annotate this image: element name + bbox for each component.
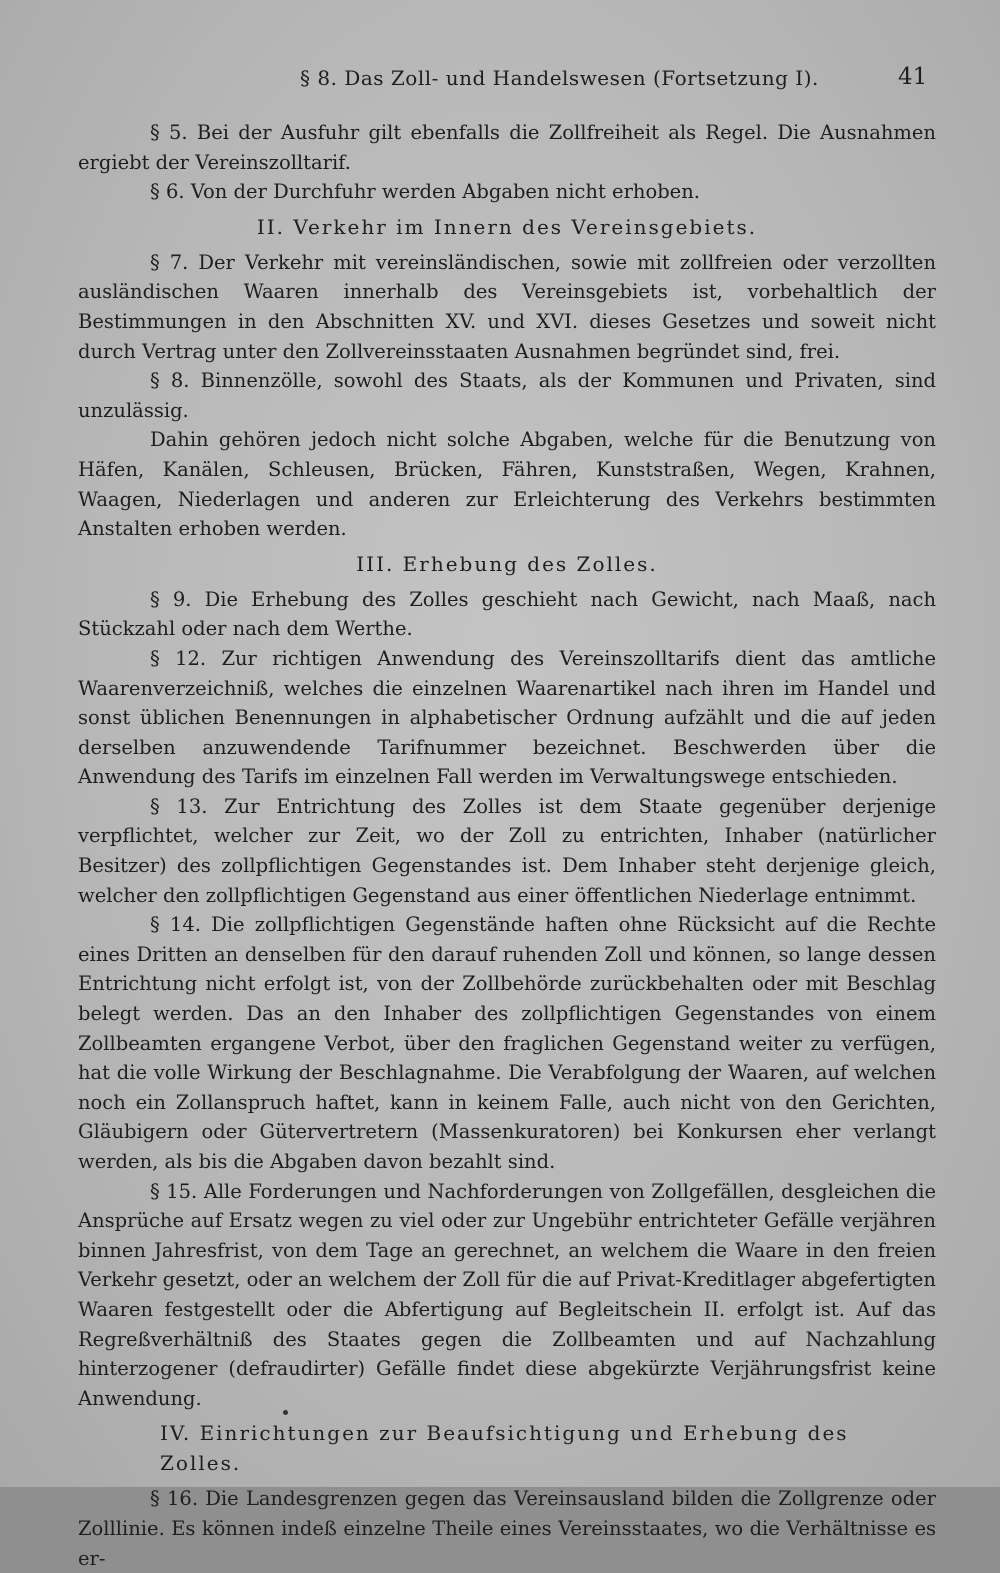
section-heading-2: II. Verkehr im Innern des Vereinsgebiets. (256, 214, 758, 239)
paragraph-5: § 5. Bei der Ausfuhr gilt ebenfalls die Zollfreiheit als Regel. Die Ausnahmen ergiebt der Vereinszolltarif. (78, 121, 936, 174)
paragraph-6: § 6. Von der Durchfuhr werden Abgaben nicht erhoben. (150, 180, 700, 204)
paragraph-7: § 7. Der Verkehr mit vereinsländischen, sowie mit zollfreien oder verzollten ausländischen Waaren innerhalb des Vereinsgebiets ist, vorbehaltlich der Bestimmungen in den Abschnitten XV. und XVI. dieses Gesetzes und soweit nicht durch Vertrag unter den Zollvereinsstaaten Ausnahmen begründet sind, frei. (78, 250, 936, 363)
page-number: 41 (898, 64, 928, 90)
section-heading-3: III. Erhebung des Zolles. (356, 551, 658, 576)
body-text (78, 118, 936, 1573)
paragraph-13: § 13. Zur Entrichtung des Zolles ist dem Staate gegenüber derjenige verpflichtet, welcher zur Zeit, wo der Zoll zu entrichten, Inhaber (natürlicher Besitzer) des zollpflichtigen Gegenstandes ist. Dem Inhaber steht derjenige gleich, welcher den zollpflichtigen Gegenstand aus einer öffentlichen Niederlage entnimmt. (78, 794, 936, 907)
paragraph-15: § 15. Alle Forderungen und Nachforderungen von Zollgefällen, desgleichen die Ansprüche auf Ersatz wegen zu viel oder zur Ungebühr entrichteter Gefälle verjähren binnen Jahresfrist, von dem Tage an gerechnet, an welchem die Waare in den freien Verkehr gesetzt, oder an welchem der Zoll für die auf Privat-Kreditlager abgefertigten Waaren festgestellt oder die Abfertigung auf Begleitschein II. erfolgt ist. Auf das Regreßverhältniß des Staates gegen die Zollbeamten und auf Nachzahlung hinterzogener (defraudirter) Gefälle findet diese abgekürzte Verjährungsfrist keine Anwendung. (78, 1179, 936, 1410)
running-title: § 8. Das Zoll- und Handelswesen (Fortsetzung I). (300, 66, 819, 90)
paragraph-8-continued: Dahin gehören jedoch nicht solche Abgaben, welche für die Benutzung von Häfen, Kanälen, Schleusen, Brücken, Fähren, Kunststraßen, Wegen, Krahnen, Waagen, Niederlagen und anderen zur Erleichterung des Verkehrs bestimmten Anstalten erhoben werden. (78, 428, 936, 541)
paragraph-12: § 12. Zur richtigen Anwendung des Vereinszolltarifs dient das amtliche Waarenverzeichniß, welches die einzelnen Waarenartikel nach ihren im Handel und sonst üblichen Benennungen in alphabetischer Ordnung aufzählt und die auf jeden derselben anzuwendende Tarifnummer bezeichnet. Beschwerden über die Anwendung des Tarifs im einzelnen Fall werden im Verwaltungswege entschieden. (78, 646, 936, 789)
section-heading-4: IV. Einrichtungen zur Beaufsichtigung und Erhebung des Zolles. (160, 1421, 849, 1476)
paragraph-9: § 9. Die Erhebung des Zolles geschieht nach Gewicht, nach Maaß, nach Stückzahl oder nach dem Werthe. (78, 587, 936, 641)
paragraph-14: § 14. Die zollpflichtigen Gegenstände haften ohne Rücksicht auf die Rechte eines Dritten an denselben für den darauf ruhenden Zoll und können, so lange dessen Entrichtung nicht erfolgt ist, von der Zollbehörde zurückbehalten oder mit Beschlag belegt werden. Das an den Inhaber des zollpflichtigen Gegenstandes von einem Zollbeamten ergangene Verbot, über den fraglichen Gegenstand weiter zu verfügen, hat die volle Wirkung der Beschlagnahme. Die Verabfolgung der Waaren, auf welchen noch ein Zollanspruch haftet, kann in keinem Falle, auch nicht von den Gerichten, Gläubigern oder Gütervertretern (Massenkuratoren) bei Konkursen eher verlangt werden, als bis die Abgaben davon bezahlt sind. (78, 913, 936, 1173)
ink-speck (283, 1410, 288, 1415)
paragraph-16: § 16. Die Landesgrenzen gegen das Vereinsausland bilden die Zollgrenze oder Zolllinie. Es können indeß einzelne Theile eines Vereinsstaates, wo die Verhältnisse es er- (78, 1487, 936, 1570)
paragraph-8: § 8. Binnenzölle, sowohl des Staats, als der Kommunen und Privaten, sind unzulässig. (78, 369, 936, 422)
